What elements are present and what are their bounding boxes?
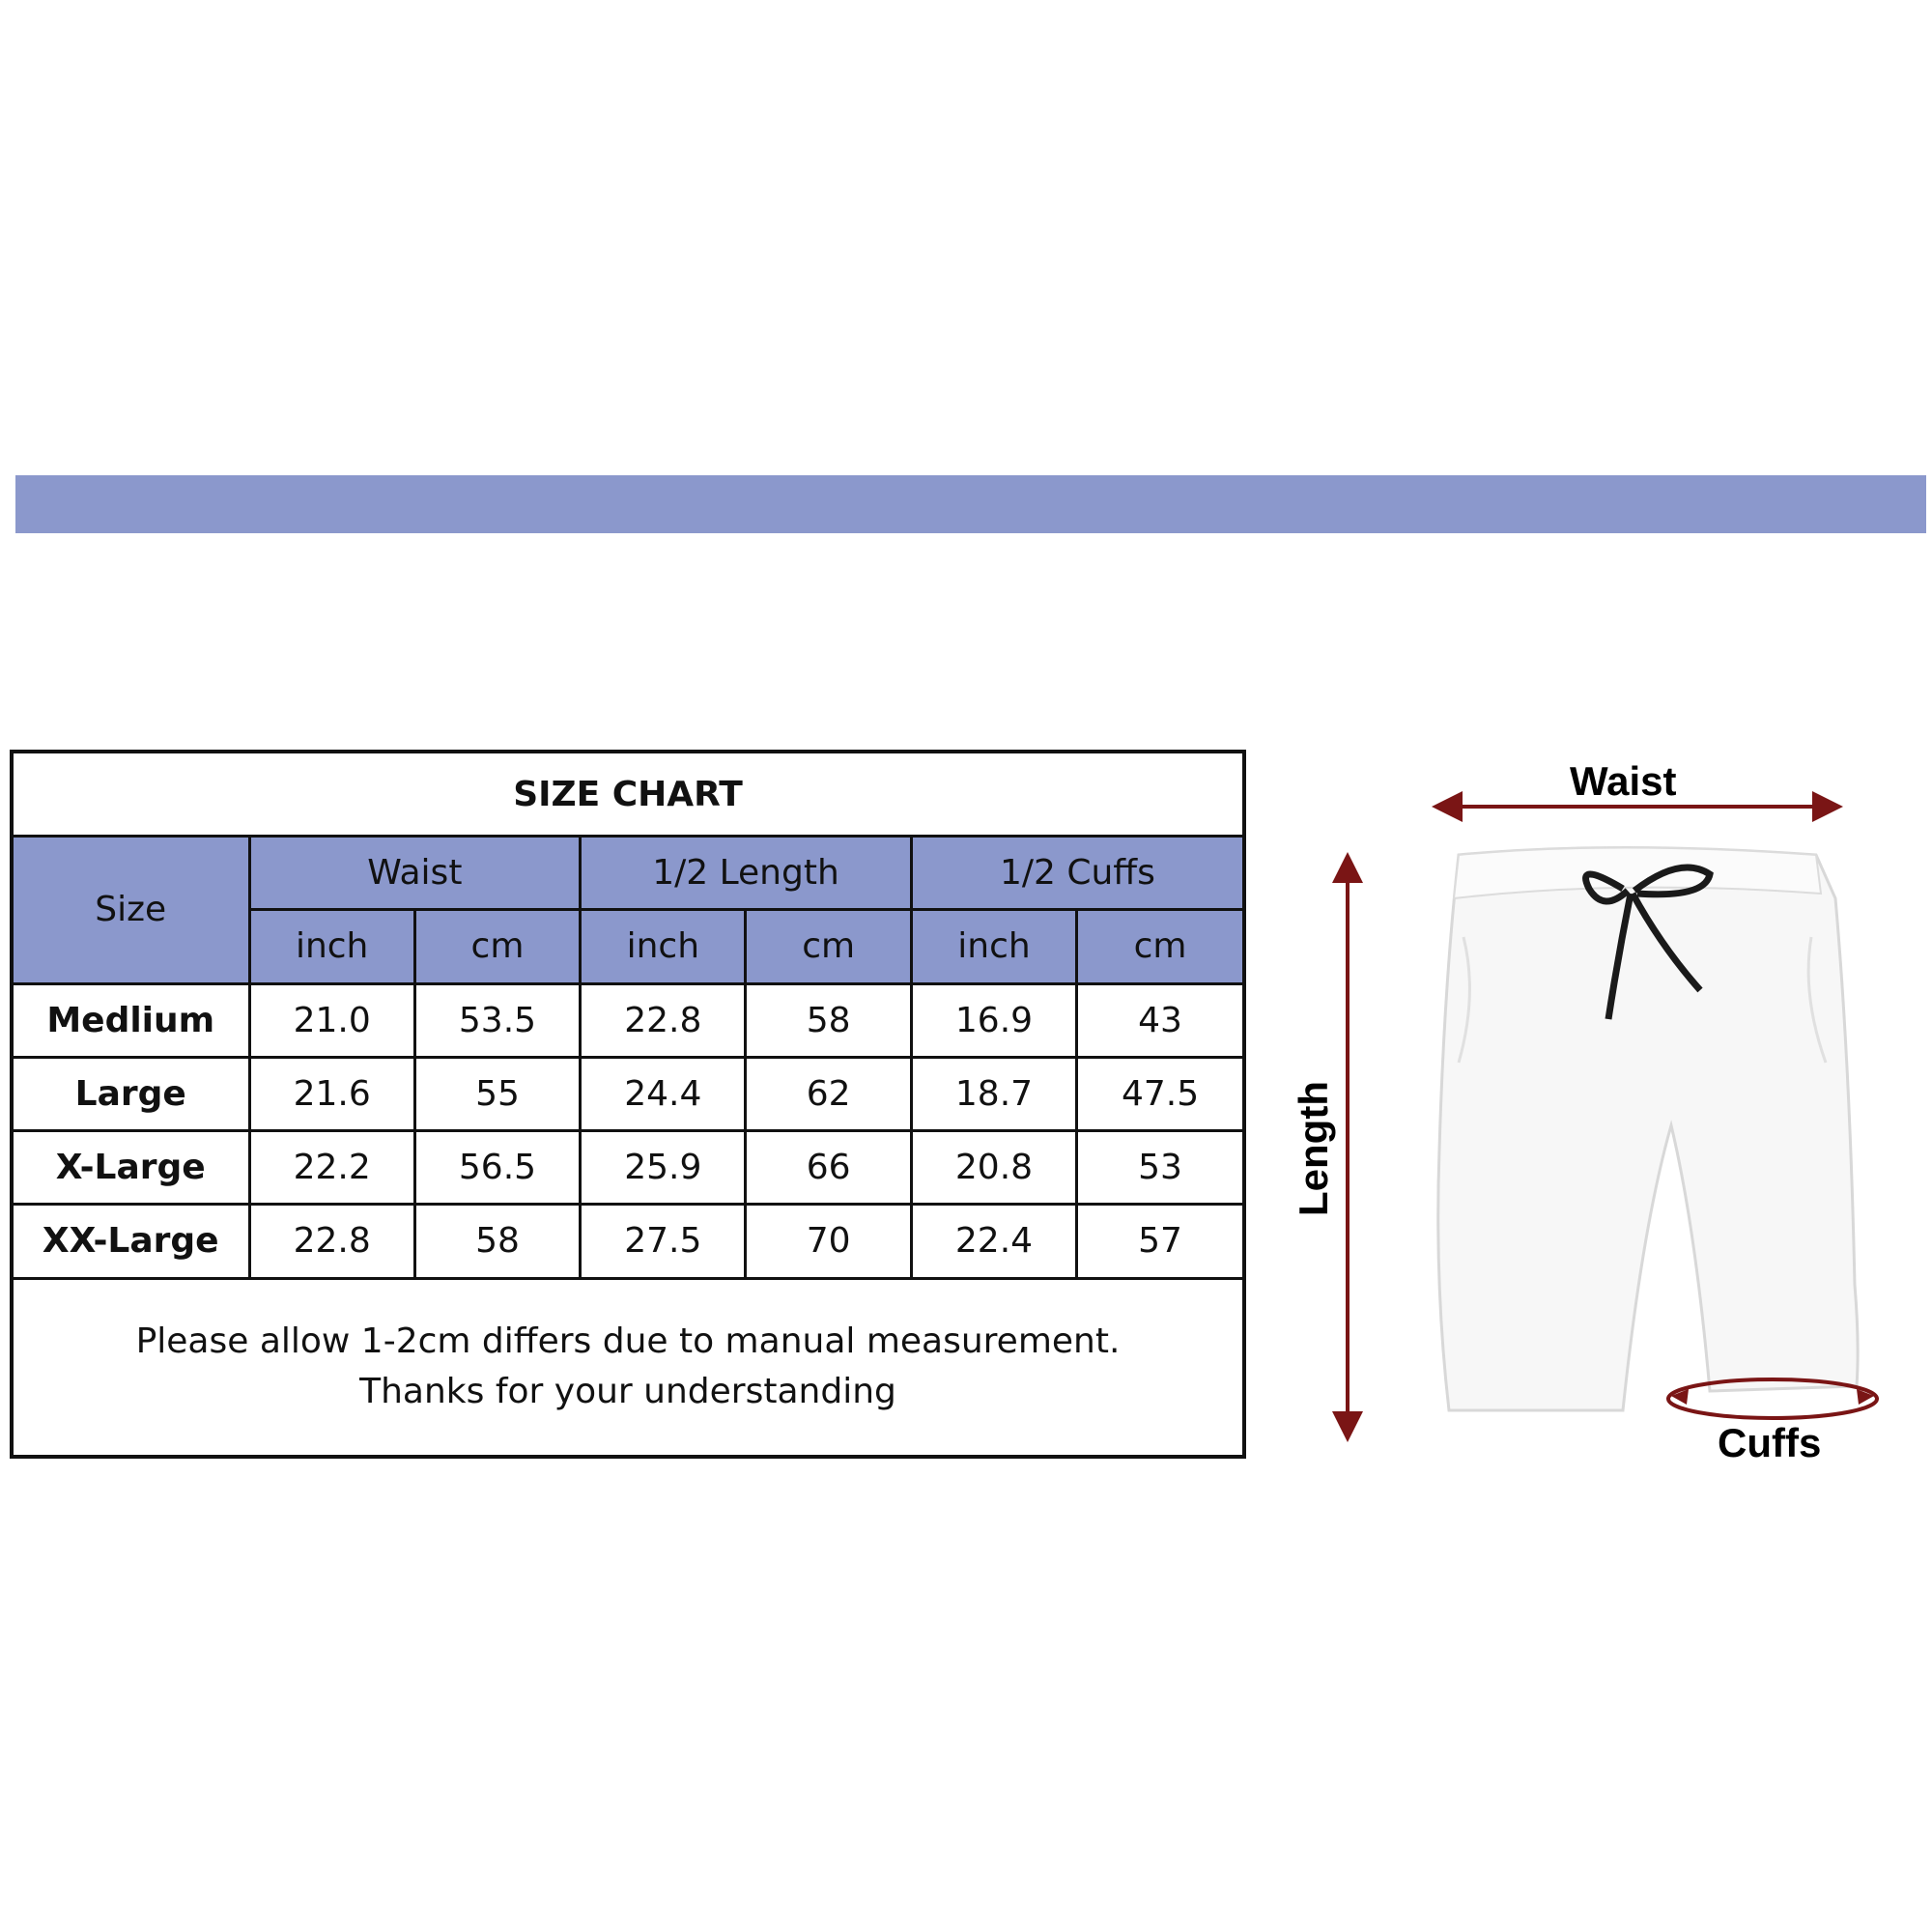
waist-group-header: Waist <box>249 837 581 910</box>
table-cell: 16.9 <box>911 983 1076 1057</box>
table-cell: 22.2 <box>249 1131 414 1205</box>
table-cell: 56.5 <box>414 1131 580 1205</box>
table-cell: 55 <box>414 1057 580 1130</box>
shorts-body <box>1438 848 1858 1411</box>
table-cell: 25.9 <box>581 1131 746 1205</box>
shorts-illustration <box>1256 744 1922 1478</box>
size-label: X-Large <box>14 1131 249 1205</box>
size-label: XX-Large <box>14 1205 249 1278</box>
table-cell: 27.5 <box>581 1205 746 1278</box>
length-group-header: 1/2 Length <box>581 837 912 910</box>
size-column-header: Size <box>14 837 249 984</box>
cuffs-group-header: 1/2 Cuffs <box>911 837 1242 910</box>
table-cell: 66 <box>746 1131 911 1205</box>
table-cell: 24.4 <box>581 1057 746 1130</box>
unit-header: inch <box>911 910 1076 983</box>
table-cell: 57 <box>1077 1205 1242 1278</box>
table-row <box>14 1131 1242 1205</box>
size-label: Large <box>14 1057 249 1130</box>
table-cell: 22.8 <box>249 1205 414 1278</box>
table-cell: 58 <box>414 1205 580 1278</box>
measurement-note <box>14 1278 1242 1455</box>
table-cell: 21.0 <box>249 983 414 1057</box>
table-cell: 22.4 <box>911 1205 1076 1278</box>
unit-header: cm <box>746 910 911 983</box>
cuffs-label: Cuffs <box>1718 1420 1822 1465</box>
table-cell: 53.5 <box>414 983 580 1057</box>
table-title: SIZE CHART <box>14 753 1242 837</box>
unit-header: cm <box>1077 910 1242 983</box>
table-row <box>14 1057 1242 1130</box>
table-cell: 62 <box>746 1057 911 1130</box>
size-chart-table <box>10 750 1246 1459</box>
table-cell: 70 <box>746 1205 911 1278</box>
table-cell: 18.7 <box>911 1057 1076 1130</box>
unit-header: cm <box>414 910 580 983</box>
note-line: Please allow 1-2cm differs due to manual measurement. <box>135 1321 1121 1362</box>
table-cell: 53 <box>1077 1131 1242 1205</box>
unit-header: inch <box>249 910 414 983</box>
length-label: Length <box>1290 1081 1336 1216</box>
table-cell: 58 <box>746 983 911 1057</box>
table-cell: 21.6 <box>249 1057 414 1130</box>
table-row <box>14 983 1242 1057</box>
header-band <box>15 475 1926 533</box>
waist-label: Waist <box>1570 758 1677 804</box>
table-row <box>14 1205 1242 1278</box>
size-label: Medlium <box>14 983 249 1057</box>
shorts-measurement-diagram <box>1256 744 1922 1478</box>
table-cell: 22.8 <box>581 983 746 1057</box>
table-cell: 43 <box>1077 983 1242 1057</box>
table-cell: 47.5 <box>1077 1057 1242 1130</box>
note-line: Thanks for your understanding <box>359 1372 896 1412</box>
unit-header: inch <box>581 910 746 983</box>
table-cell: 20.8 <box>911 1131 1076 1205</box>
